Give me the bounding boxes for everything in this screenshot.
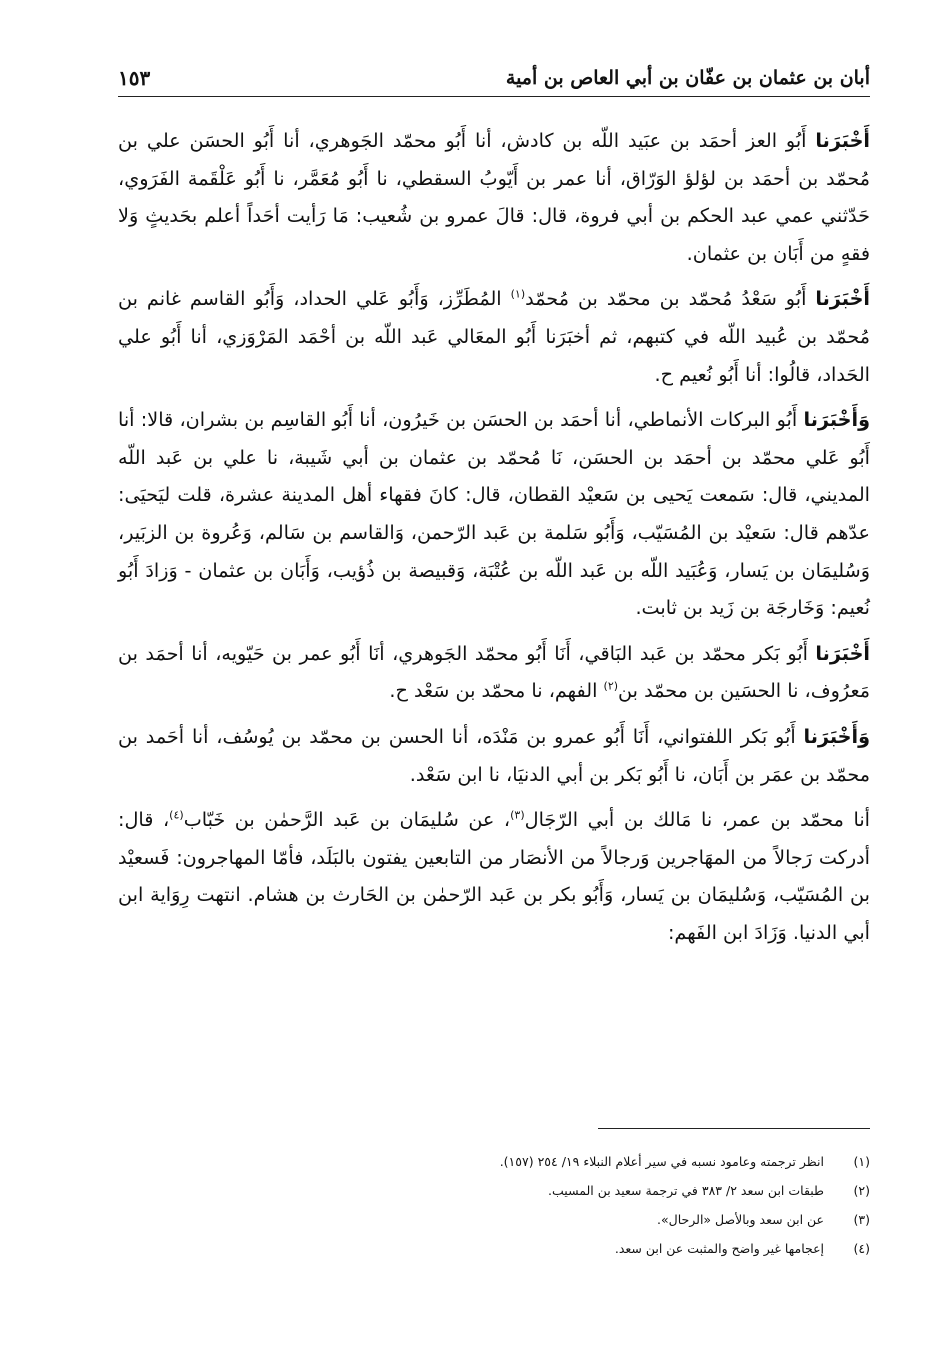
- main-text: [118, 122, 870, 951]
- footnotes: [118, 1147, 870, 1263]
- footnote-marker: (٤): [169, 808, 184, 822]
- footnote-number: (٣): [853, 1212, 870, 1227]
- footnote: [118, 1234, 870, 1263]
- paragraph-text: الفهم، نا محمّد بن سَعْد ح.: [389, 679, 598, 703]
- paragraph-lead: وَأَخْبَرَنا: [803, 408, 870, 432]
- paragraph: [118, 801, 870, 951]
- paragraph: [118, 122, 870, 272]
- paragraph-text: أَبُو بَكر محمّد بن عَبد البَاقي، أَنَا أَبُو محمّد الجَوهري، أنَا أَبُو عمر بن حَيّويه، أنا أحمَد بن مَعرُوف، نا الحسَين بن محمّد بن: [118, 641, 870, 703]
- running-title: أبان بن عثمان بن عفّان بن أبي العاص بن أمية: [505, 67, 870, 89]
- footnote-text: إعجامها غير واضح والمثبت عن ابن سعد.: [614, 1241, 824, 1256]
- footnote-number: (٢): [853, 1183, 870, 1198]
- paragraph-text: ، عن سُليمَان بن عَبد الرَّحمٰن بن خَبّاب: [183, 808, 511, 832]
- footnote-number: (١): [853, 1154, 870, 1169]
- footnote-marker: (١): [510, 287, 526, 301]
- footnote-marker: (٢): [603, 679, 619, 693]
- paragraph: [118, 401, 870, 627]
- paragraph-lead: أَخْبَرَنا: [815, 287, 870, 311]
- footnote-number: (٤): [853, 1241, 870, 1256]
- footnote-text: عن ابن سعد وبالأصل «الرحال».: [657, 1212, 824, 1227]
- paragraph-text: المُطَرِّز، وَأَبُو عَلي الحداد، وَأَبُو القاسم غانم بن مُحمّد بن عُبيد اللّه في كتبهم، ثم أخبَرَنا أَبُو المعَالي عَبد اللّه بن أحْمَد المَرْوَزي، أنا أَبُو علي الحَداد، قالُوا: أنا أَبُو نُعيم ح.: [118, 287, 870, 386]
- page-number: ١٥٣: [118, 66, 151, 90]
- paragraph-text: أَبُو العز أحمَد بن عبَيد اللّه بن كادش، أنا أَبُو محمّد الجَوهري، أنا أَبُو الحسَن علي بن مُحمّد بن أحمَد بن لؤلؤ الوَرّاق، أنا عمر بن أَيّوبُ السقطي، نا أَبُو مُعَمَّر، نا أَبُو عَلْقَمة الفَرَوي، حَدّثني عمي عبد الحكم بن أبي فروة، قال: قالَ عمرو بن شُعيب: مَا رَأيت أحَداً أعلم بحَديثٍ وَلا فقهٍ من أَبَان بن عثمان.: [118, 129, 870, 265]
- footnote: [118, 1147, 870, 1176]
- paragraph-lead: وَأَخْبَرَنا: [803, 724, 870, 748]
- paragraph-text: أنا محمّد بن عمر، نا مَالك بن أبي الرّجَال: [524, 808, 870, 832]
- header-divider: [118, 96, 870, 97]
- paragraph: [118, 718, 870, 793]
- paragraph-text: أَبُو البركات الأنماطي، أنا أحمَد بن الحسَن بن خَيرُون، أنا أَبُو القاسِم بن بشران، قالا: أنا أَبُو عَلي محمّد بن أحمَد بن الحسَن، نَا مُحمّد بن عثمان بن أبي شَيبة، نا علي بن عَبد اللّه المديني، قال: سَمعت يَحيى بن سَعيْد القطان، قال: كانَ فقهاء أهل المدينة عشرة، قلت ليَحيَى: عدّهم قال: سَعيْد بن المُسَيّب، وَأَبُو سَلمة بن عَبد الرّحمن، وَالقاسم بن سَالم، وَعُروة بن الزبَير، وَسُليمَان بن يَسار، وَعُبَيد اللّه بن عَبد اللّه بن عُتْبَة، وَقبيصة بن ذُؤيب، وَأَبَان بن عثمان - وَزادَ أَبُو نُعيم: وَخَارجَة بن زَيد بن ثابت.: [118, 408, 870, 620]
- footnote: [118, 1176, 870, 1205]
- paragraph: [118, 635, 870, 710]
- page-header: [118, 62, 870, 94]
- paragraph: [118, 280, 870, 393]
- paragraph-text: أَبُو بَكر اللفتواني، أَنَا أَبُو عمرو بن مَنْدَه، أنا الحسن بن محمّد بن يُوسُف، أنا أحَمد بن محمّد بن عمَر بن أَبَان، نا أَبُو بَكر بن أبي الدنيَا، نا ابن سَعْد.: [118, 724, 870, 786]
- footnote-marker: (٣): [510, 808, 525, 822]
- footnote-divider: [598, 1128, 870, 1129]
- paragraph-text: ، قال: أدركت رَجالاً من المهَاجرين وَرجالاً من الأنصَار من التابعين يفتون بالبَلَد، فأمّا المهاجرون: فَسعيْد بن المُسَيّب، وَسُليمَان بن يَسار، وَأَبُو بكر بن عَبد الرّحمٰن بن الحَارث بن هشام. انتهت رِوَاية ابن أبي الدنيا. وَزَادَ ابن الفَهم:: [118, 808, 870, 944]
- footnote-text: انظر ترجمته وعامود نسبه في سير أعلام النبلاء ١٩/ ٢٥٤ (١٥٧).: [499, 1154, 824, 1169]
- paragraph-lead: أَخْبَرَنا: [815, 641, 870, 665]
- paragraph-lead: أَخْبَرَنا: [815, 129, 870, 152]
- footnote-text: طبقات ابن سعد ٢/ ٣٨٣ في ترجمة سعيد بن المسيب.: [548, 1183, 824, 1198]
- paragraph-text: أَبُو سَعْدُ مُحمّد بن محمّد بن مُحمّد: [525, 287, 807, 311]
- footnote: [118, 1205, 870, 1234]
